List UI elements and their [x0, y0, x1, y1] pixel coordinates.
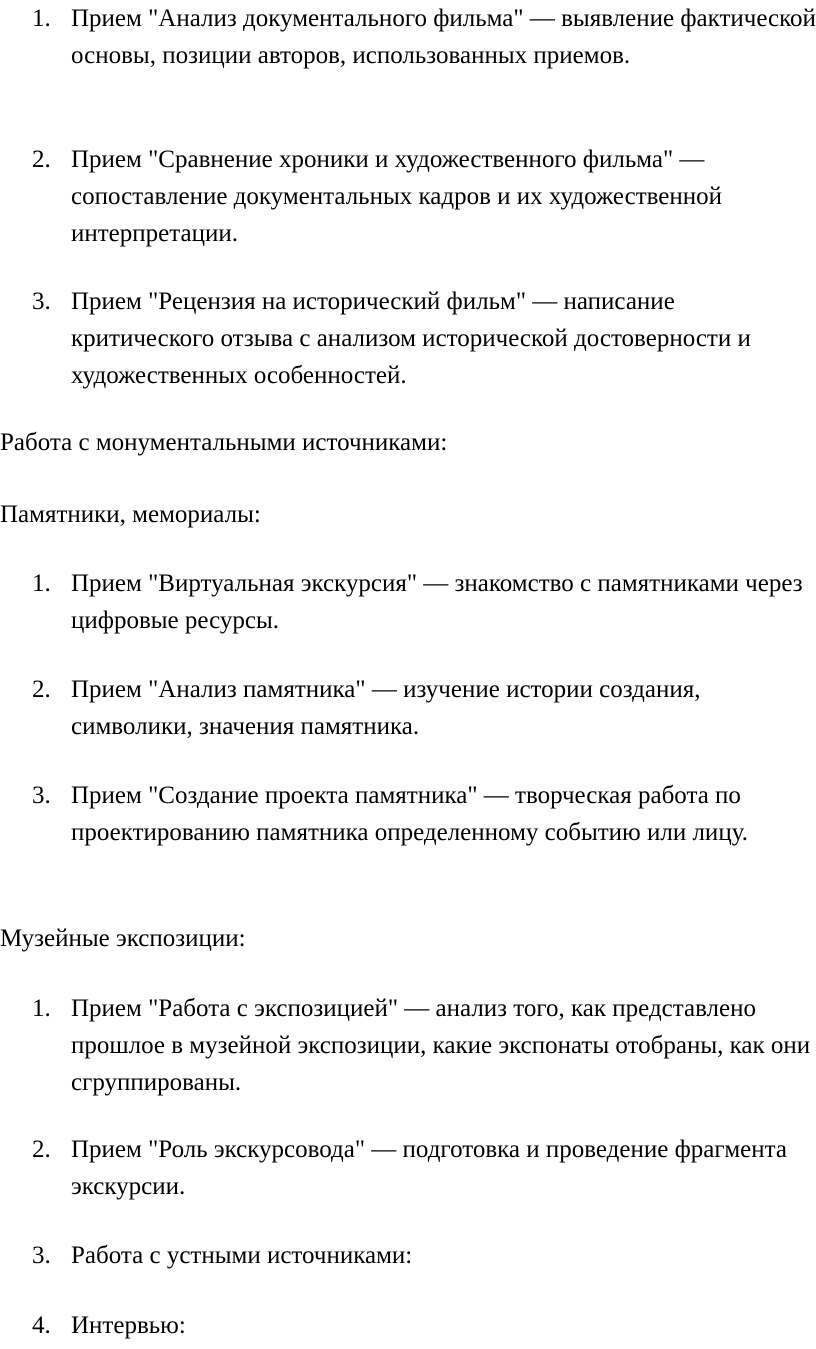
- list-item-text: Прием "Анализ памятника" — изучение истории создания, символики, значения памятника.: [71, 676, 701, 740]
- section-heading-monuments: Работа с монументальными источниками:: [0, 429, 448, 456]
- list-number: 3.: [32, 782, 51, 809]
- list-item: [0, 565, 816, 639]
- list-item-text: Работа с устными источниками:: [71, 1242, 413, 1269]
- section-heading-museums: Музейные экспозиции:: [0, 925, 246, 952]
- list-item: [0, 1131, 816, 1205]
- list-item: [0, 671, 816, 745]
- list-number: 2.: [32, 1136, 51, 1163]
- list-item-text: Прием "Виртуальная экскурсия" — знакомство с памятниками через цифровые ресурсы.: [71, 570, 803, 634]
- list-number: 2.: [32, 146, 51, 173]
- list-item-text: Прием "Рецензия на исторический фильм" — написание критического отзыва с анализом исторической достоверности и художественных особенностей.: [71, 288, 751, 389]
- list-number: 3.: [32, 288, 51, 315]
- list-number: 2.: [32, 676, 51, 703]
- list-number: 1.: [32, 570, 51, 597]
- list-number: 1.: [32, 5, 51, 32]
- list-item: [0, 1307, 816, 1344]
- list-item-text: Интервью:: [71, 1312, 186, 1339]
- list-number: 4.: [32, 1312, 51, 1339]
- list-item-text: Прием "Анализ документального фильма" — выявление фактической основы, позиции авторов, использованных приемов.: [71, 5, 816, 69]
- section-heading-memorials: Памятники, мемориалы:: [0, 501, 261, 528]
- list-item-text: Прием "Роль экскурсовода" — подготовка и проведение фрагмента экскурсии.: [71, 1136, 787, 1200]
- list-item: [0, 283, 816, 394]
- list-item-text: Прием "Работа с экспозицией" — анализ того, как представлено прошлое в музейной экспозиции, какие экспонаты отобраны, как они сгруппированы.: [71, 995, 811, 1096]
- list-item: [0, 141, 816, 252]
- list-number: 1.: [32, 995, 51, 1022]
- list-item: [0, 0, 816, 74]
- list-item: [0, 777, 816, 851]
- list-number: 3.: [32, 1242, 51, 1269]
- list-item: [0, 1237, 816, 1274]
- list-item-text: Прием "Сравнение хроники и художественного фильма" — сопоставление документальных кадров и их художественной интерпретации.: [71, 146, 723, 247]
- list-item-text: Прием "Создание проекта памятника" — творческая работа по проектированию памятника определенному событию или лицу.: [71, 782, 748, 846]
- list-item: [0, 990, 816, 1101]
